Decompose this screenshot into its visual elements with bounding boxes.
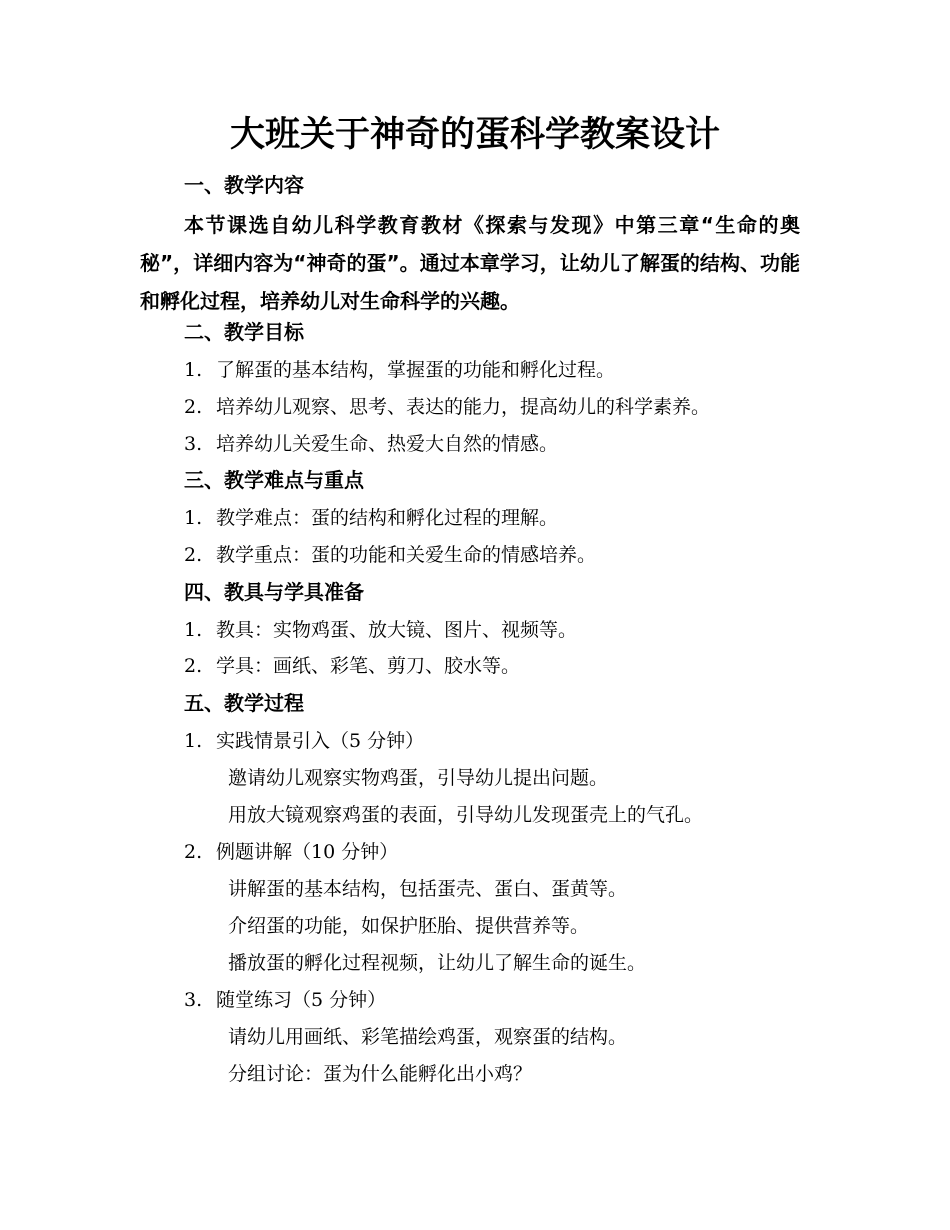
section-heading-difficulties: 三、教学难点与重点 xyxy=(184,468,364,492)
item-text: 了解蛋的基本结构，掌握蛋的功能和孵化过程。 xyxy=(216,359,616,381)
step-detail: 讲解蛋的基本结构，包括蛋壳、蛋白、蛋黄等。 xyxy=(228,878,628,900)
process-step xyxy=(184,728,424,754)
item-number: 1. xyxy=(184,507,203,529)
item-number: 3. xyxy=(184,989,203,1011)
document-title: 大班关于神奇的蛋科学教案设计 xyxy=(229,115,720,155)
item-number: 1. xyxy=(184,619,203,641)
step-detail: 播放蛋的孵化过程视频，让幼儿了解生命的诞生。 xyxy=(228,952,647,974)
process-step xyxy=(184,987,386,1013)
step-detail: 用放大镜观察鸡蛋的表面，引导幼儿发现蛋壳上的气孔。 xyxy=(228,804,704,826)
item-number: 1. xyxy=(184,730,203,752)
process-step xyxy=(184,839,398,865)
section-heading-objectives: 二、教学目标 xyxy=(184,320,304,344)
section-heading-content: 一、教学内容 xyxy=(184,173,304,197)
item-number: 3. xyxy=(184,433,203,455)
step-title: 实践情景引入（5 分钟） xyxy=(216,730,425,752)
material-item xyxy=(184,617,577,643)
item-number: 2. xyxy=(184,544,203,566)
step-title: 例题讲解（10 分钟） xyxy=(216,841,399,863)
item-text: 培养幼儿观察、思考、表达的能力，提高幼儿的科学素养。 xyxy=(216,396,711,418)
step-detail: 介绍蛋的功能，如保护胚胎、提供营养等。 xyxy=(228,915,590,937)
item-text: 培养幼儿关爱生命、热爱大自然的情感。 xyxy=(216,433,559,455)
content-paragraph: 本节课选自幼儿科学教育教材《探索与发现》中第三章“生命的奥秘”，详细内容为“神奇的蛋”。通过本章学习，让幼儿了解蛋的结构、功能和孵化过程，培养幼儿对生命科学的兴趣。 xyxy=(140,213,800,313)
item-text: 学具：画纸、彩笔、剪刀、胶水等。 xyxy=(216,655,521,677)
section-heading-process: 五、教学过程 xyxy=(184,691,304,715)
item-text: 教具：实物鸡蛋、放大镜、图片、视频等。 xyxy=(216,619,578,641)
step-detail: 分组讨论：蛋为什么能孵化出小鸡？ xyxy=(228,1063,533,1085)
difficulty-item xyxy=(184,542,596,568)
step-detail: 请幼儿用画纸、彩笔描绘鸡蛋，观察蛋的结构。 xyxy=(228,1026,628,1048)
objective-item xyxy=(184,357,615,383)
objective-item xyxy=(184,394,710,420)
material-item xyxy=(184,653,520,679)
step-title: 随堂练习（5 分钟） xyxy=(216,989,387,1011)
step-detail: 邀请幼儿观察实物鸡蛋，引导幼儿提出问题。 xyxy=(228,767,609,789)
item-text: 教学重点：蛋的功能和关爱生命的情感培养。 xyxy=(216,544,597,566)
item-number: 2. xyxy=(184,655,203,677)
item-number: 2. xyxy=(184,396,203,418)
item-number: 1. xyxy=(184,359,203,381)
section-heading-materials: 四、教具与学具准备 xyxy=(184,580,364,604)
item-number: 2. xyxy=(184,841,203,863)
item-text: 教学难点：蛋的结构和孵化过程的理解。 xyxy=(216,507,559,529)
objective-item xyxy=(184,431,558,457)
difficulty-item xyxy=(184,505,558,531)
